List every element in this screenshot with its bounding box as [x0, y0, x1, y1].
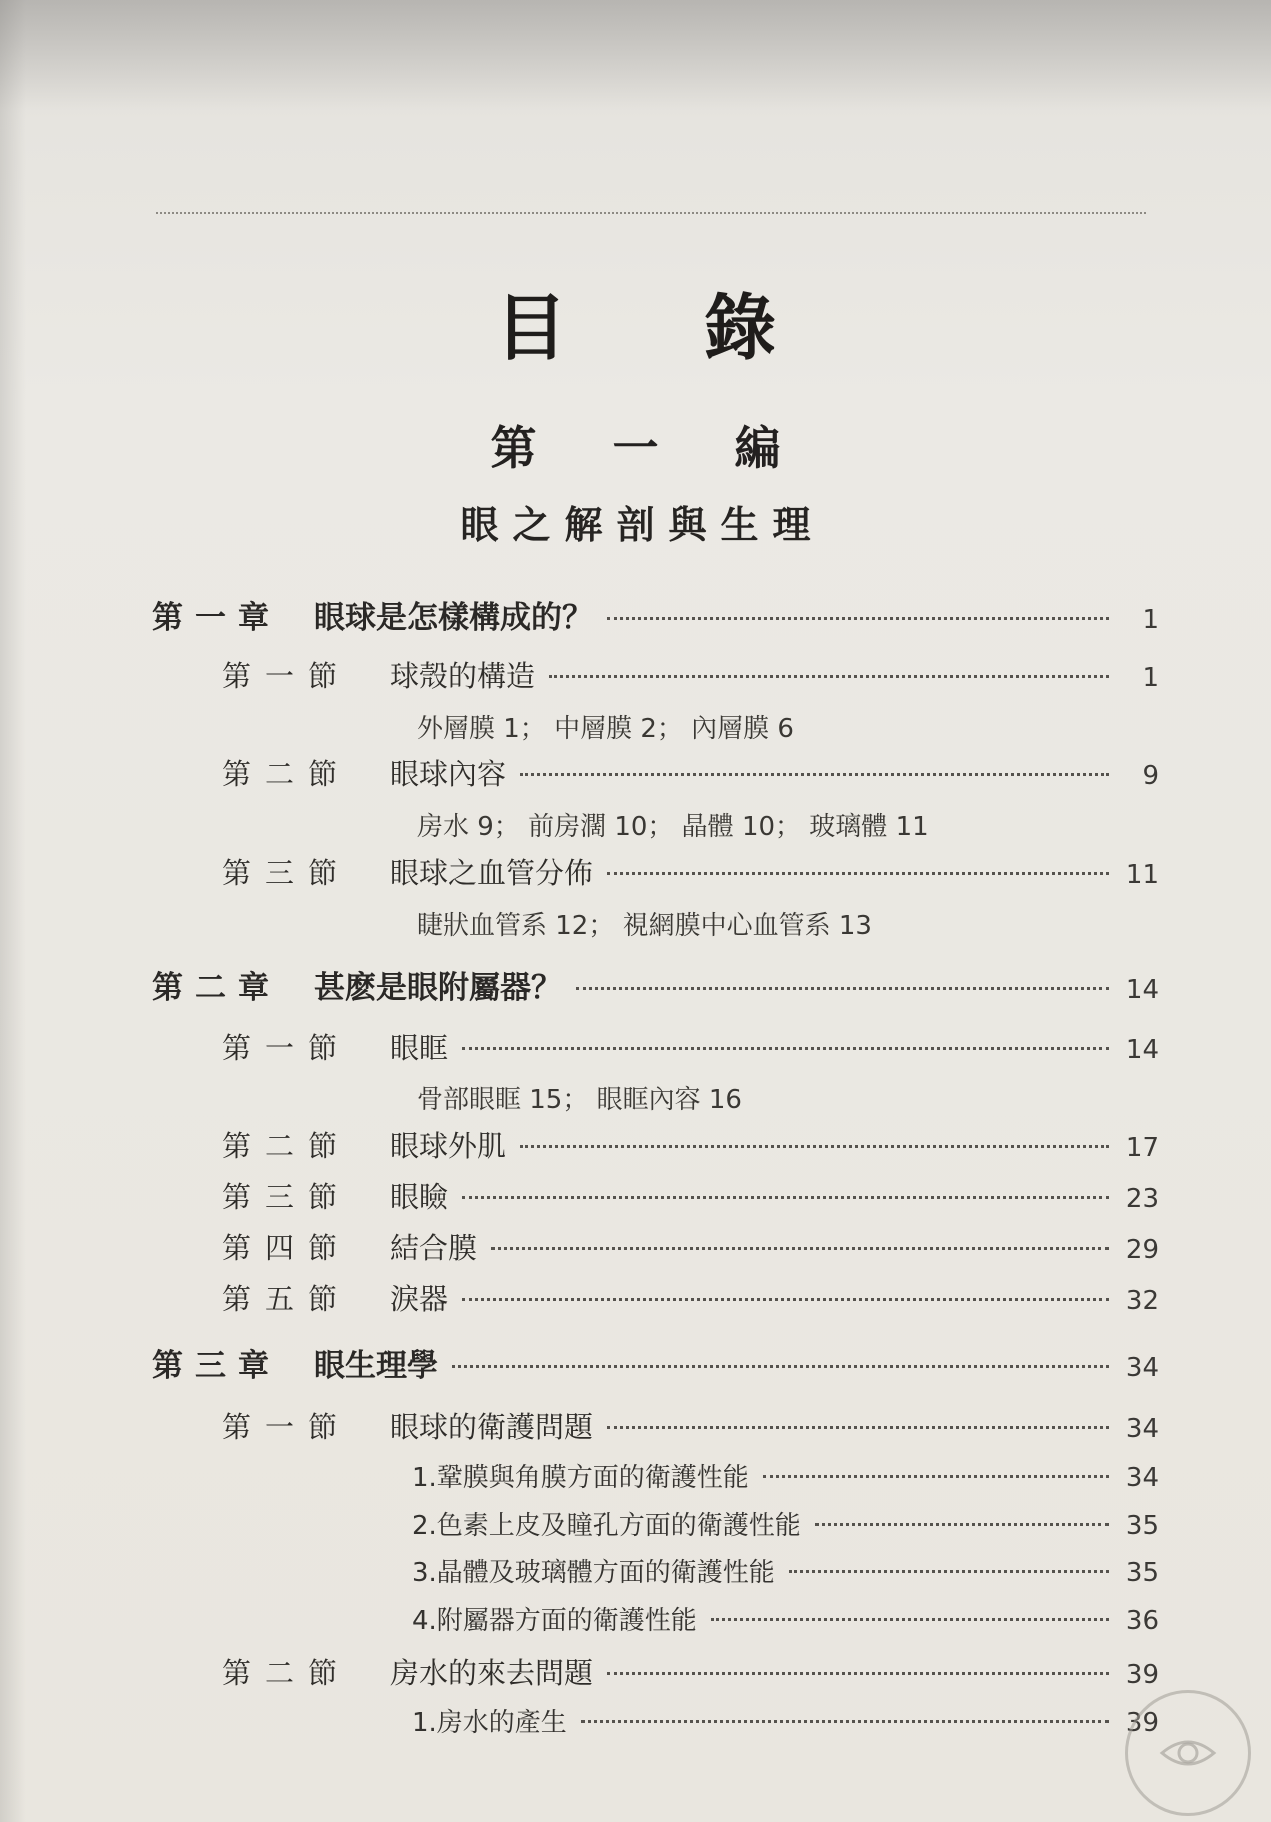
section-heading: 眼球的衛護問題	[390, 1410, 594, 1444]
page-number: 17	[1125, 1133, 1159, 1163]
item-heading: 2.色素上皮及瞳孔方面的衛護性能	[412, 1511, 801, 1541]
toc-section	[222, 1405, 1159, 1449]
section-label: 第一節	[222, 659, 352, 693]
dot-leader	[581, 1720, 1109, 1723]
dot-leader	[789, 1570, 1109, 1573]
toc-item	[412, 1552, 1159, 1596]
section-heading: 球殼的構造	[390, 659, 536, 693]
item-heading: 1.房水的產生	[412, 1708, 567, 1738]
toc-chapter-1	[152, 592, 1159, 636]
dot-leader	[607, 617, 1109, 620]
section-label: 第三節	[222, 856, 352, 890]
page-number: 14	[1125, 975, 1159, 1005]
toc-section	[222, 654, 1159, 698]
dot-leader	[607, 1672, 1109, 1675]
toc-item	[412, 1702, 1159, 1746]
chapter-label: 第一章	[152, 600, 281, 636]
page-number: 34	[1125, 1414, 1159, 1444]
toc-section	[222, 1026, 1159, 1070]
dot-leader	[452, 1365, 1109, 1368]
section-heading: 眼球內容	[390, 757, 507, 791]
chapter-label: 第二章	[152, 970, 281, 1006]
dot-leader	[520, 773, 1109, 776]
toc-section	[222, 1277, 1159, 1321]
toc-section	[222, 1226, 1159, 1270]
dot-leader	[520, 1145, 1109, 1148]
dot-leader	[491, 1247, 1109, 1250]
toc-section	[222, 1651, 1159, 1695]
dot-leader	[462, 1196, 1109, 1199]
page-title: 目 錄	[494, 285, 833, 370]
page-number: 39	[1125, 1708, 1159, 1738]
toc-chapter-3	[152, 1340, 1159, 1384]
section-label: 第一節	[222, 1031, 352, 1065]
dot-leader	[462, 1298, 1109, 1301]
section-label: 第二節	[222, 757, 352, 791]
toc-item	[412, 1457, 1159, 1501]
section-heading: 結合膜	[390, 1231, 478, 1265]
section-label: 第四節	[222, 1231, 352, 1265]
section-label: 第五節	[222, 1282, 352, 1316]
dot-leader	[815, 1523, 1109, 1526]
chapter-heading: 眼生理學	[314, 1348, 438, 1384]
part-title: 第 一 編	[490, 421, 811, 475]
page-number: 32	[1125, 1286, 1159, 1316]
item-heading: 4.附屬器方面的衛護性能	[412, 1606, 697, 1636]
section-topics: 骨部眼眶 15； 眼眶內容 16	[417, 1085, 742, 1115]
chapter-heading: 甚麽是眼附屬器？	[314, 970, 562, 1006]
section-heading: 眼球外肌	[390, 1129, 507, 1163]
page-number: 29	[1125, 1235, 1159, 1265]
toc-item	[412, 1600, 1159, 1644]
section-label: 第二節	[222, 1656, 352, 1690]
item-heading: 3.晶體及玻璃體方面的衛護性能	[412, 1558, 775, 1588]
page-number: 34	[1125, 1353, 1159, 1383]
page-number: 1	[1142, 663, 1159, 693]
toc-item	[412, 1505, 1159, 1549]
toc-section	[222, 1175, 1159, 1219]
dot-leader	[576, 987, 1109, 990]
page-number: 35	[1125, 1511, 1159, 1541]
page-number: 1	[1142, 605, 1159, 635]
section-topics: 房水 9； 前房濶 10； 晶體 10； 玻璃體 11	[417, 812, 929, 842]
dot-leader	[607, 1426, 1109, 1429]
dot-leader	[711, 1618, 1109, 1621]
section-label: 第一節	[222, 1410, 352, 1444]
section-topics: 外層膜 1； 中層膜 2； 內層膜 6	[417, 714, 794, 744]
page-number: 23	[1125, 1184, 1159, 1214]
section-heading: 眼球之血管分佈	[390, 856, 594, 890]
eye-logo-icon	[1158, 1729, 1218, 1777]
chapter-label: 第三章	[152, 1348, 281, 1384]
chapter-heading: 眼球是怎樣構成的？	[314, 600, 593, 636]
section-heading: 房水的來去問題	[390, 1656, 594, 1690]
toc-section	[222, 851, 1159, 895]
toc-chapter-2	[152, 962, 1159, 1006]
toc-section	[222, 1124, 1159, 1168]
page-number: 11	[1125, 860, 1159, 890]
page-number: 36	[1125, 1606, 1159, 1636]
item-heading: 1.鞏膜與角膜方面的衛護性能	[412, 1463, 749, 1493]
page-number: 14	[1125, 1035, 1159, 1065]
section-label: 第三節	[222, 1180, 352, 1214]
dot-leader	[607, 872, 1109, 875]
part-subtitle: 眼之解剖與生理	[460, 503, 825, 547]
dot-leader	[549, 675, 1109, 678]
section-heading: 眼眶	[390, 1031, 449, 1065]
dot-leader	[462, 1047, 1109, 1050]
page-number: 35	[1125, 1558, 1159, 1588]
section-heading: 淚器	[390, 1282, 449, 1316]
section-heading: 眼瞼	[390, 1180, 449, 1214]
page-number: 34	[1125, 1463, 1159, 1493]
toc-section	[222, 752, 1159, 796]
dot-leader	[763, 1475, 1109, 1478]
page-number: 39	[1125, 1660, 1159, 1690]
section-label: 第二節	[222, 1129, 352, 1163]
page-number: 9	[1142, 761, 1159, 791]
section-topics: 睫狀血管系 12； 視網膜中心血管系 13	[417, 911, 872, 941]
museum-seal-watermark	[1125, 1690, 1251, 1816]
